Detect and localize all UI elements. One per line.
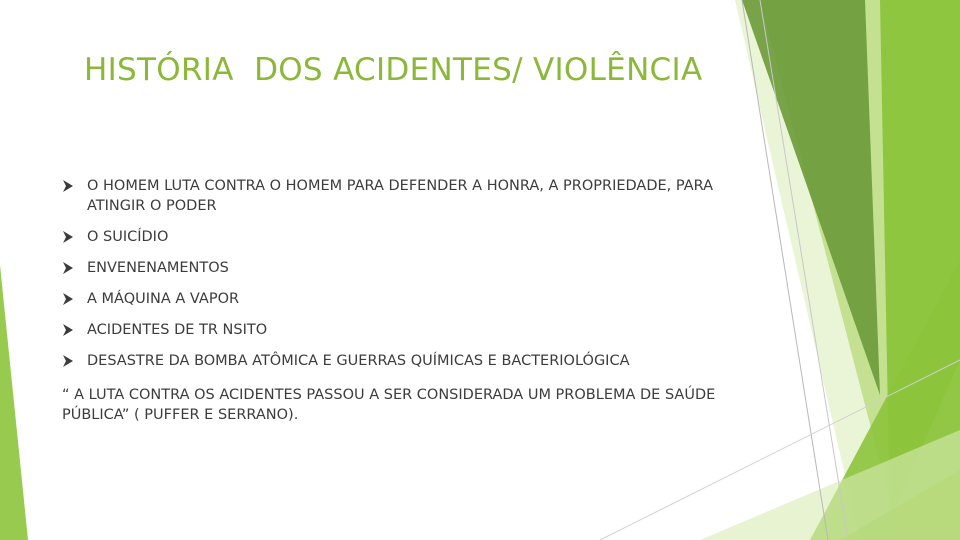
arrowhead-bullet-icon bbox=[62, 180, 74, 192]
arrowhead-bullet-icon bbox=[62, 231, 74, 243]
bullet-item bbox=[62, 176, 742, 216]
bullet-text: O HOMEM LUTA CONTRA O HOMEM PARA DEFENDER A HONRA, A PROPRIEDADE, PARA ATINGIR O PODER bbox=[87, 178, 714, 214]
arrowhead-bullet-icon bbox=[62, 324, 74, 336]
bullet-list bbox=[62, 176, 742, 382]
left-green-triangle bbox=[0, 265, 28, 540]
bullet-item bbox=[62, 258, 742, 278]
bullet-item bbox=[62, 351, 742, 371]
bullet-text: A MÁQUINA A VAPOR bbox=[87, 291, 240, 307]
arrowhead-bullet-icon bbox=[62, 262, 74, 274]
arrowhead-bullet-icon bbox=[62, 355, 74, 367]
bullet-text: ENVENENAMENTOS bbox=[87, 260, 229, 276]
bullet-text: DESASTRE DA BOMBA ATÔMICA E GUERRAS QUÍMICAS E BACTERIOLÓGICA bbox=[87, 353, 630, 369]
bullet-item bbox=[62, 320, 742, 340]
bullet-item bbox=[62, 289, 742, 309]
citation-quote: “ A LUTA CONTRA OS ACIDENTES PASSOU A SER CONSIDERADA UM PROBLEMA DE SAÚDE PÚBLICA” ( PUFFER E SERRANO). bbox=[62, 387, 716, 423]
arrowhead-bullet-icon bbox=[62, 293, 74, 305]
slide-title: HISTÓRIA DOS ACIDENTES/ VIOLÊNCIA bbox=[84, 52, 703, 88]
bullet-text: O SUICÍDIO bbox=[87, 229, 169, 245]
bullet-text: ACIDENTES DE TR NSITO bbox=[87, 322, 268, 338]
bullet-item bbox=[62, 227, 742, 247]
